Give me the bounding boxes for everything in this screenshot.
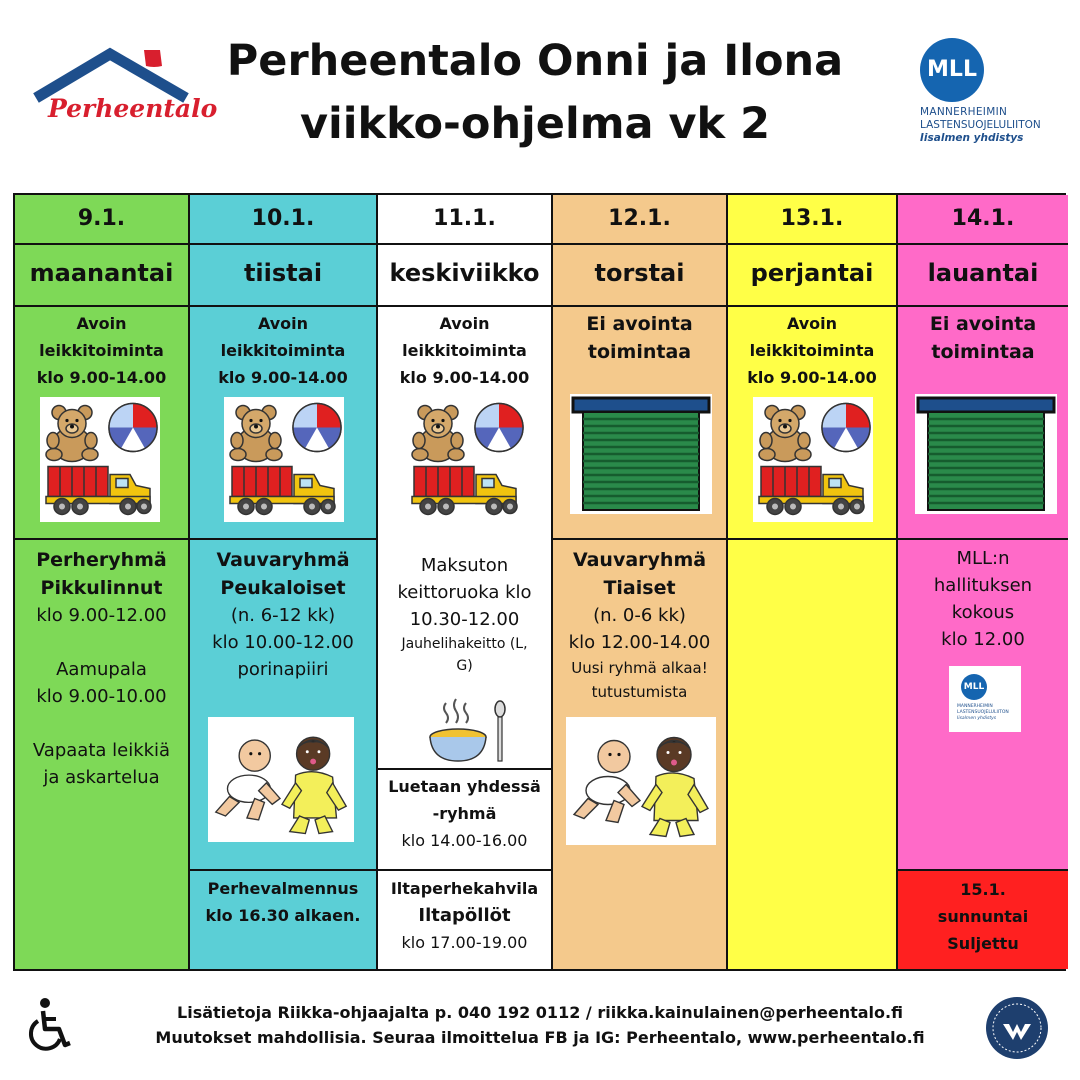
mll-logo-line2: LASTENSUOJELULIITON (920, 119, 1041, 131)
open-play-l2: leikkitoiminta (402, 341, 527, 360)
group-note: porinapiiri (237, 659, 329, 680)
group-time: klo 9.00-12.00 (36, 605, 167, 626)
day-name: torstai (553, 243, 726, 307)
group-note-l1: Uusi ryhmä alkaa! (571, 659, 708, 677)
day-name: perjantai (728, 243, 896, 307)
meeting-time: klo 12.00 (941, 629, 1025, 650)
sunday-closed-section (898, 871, 1068, 969)
page-title-line2: viikko-ohjelma vk 2 (299, 99, 771, 149)
day-date: 13.1. (728, 195, 896, 245)
day-date: 14.1. (898, 195, 1068, 245)
sunday-date: 15.1. (960, 880, 1006, 899)
mll-mini-l3: Iisalmen yhdistys (957, 716, 997, 721)
group-time: klo 10.00-12.00 (212, 632, 354, 653)
evening-l2: Iltapöllöt (418, 905, 511, 926)
closed-l2: toimintaa (587, 341, 692, 363)
babies-image (566, 717, 716, 845)
family-group-section (15, 540, 188, 969)
open-play-section (190, 307, 376, 540)
free-play-l2: ja askartelua (43, 767, 160, 788)
reading-group-section (378, 770, 551, 871)
footer-contact: Lisätietoja Riikka-ohjaajalta p. 040 192 0112 / riikka.kainulainen@perheentalo.fi (177, 1003, 903, 1022)
perheentalo-logo (30, 44, 218, 136)
open-play-l2: leikkitoiminta (749, 341, 875, 360)
group-name-l1: Vauvaryhmä (572, 549, 707, 571)
open-play-l1: Avoin (786, 314, 838, 333)
closed-l1: Ei avointa (586, 313, 693, 335)
toys-image (753, 397, 873, 522)
footer-notice: Muutokset mahdollisia. Seuraa ilmoittelua FB ja IG: Perheentalo, www.perheentalo.fi (155, 1028, 925, 1047)
closed-l2: toimintaa (931, 341, 1035, 363)
day-name: maanantai (15, 243, 188, 307)
mll-logo-line1: MANNERHEIMIN (920, 106, 1008, 118)
group-name-l2: Pikkulinnut (40, 577, 163, 599)
toys-image (224, 397, 344, 522)
mll-mini-l2: LASTENSUOJELULIITON (957, 710, 1009, 715)
soup-time: 10.30-12.00 (409, 609, 520, 630)
day-name: keskiviikko (378, 243, 551, 307)
reading-l1: Luetaan yhdessä (388, 777, 541, 796)
free-play-l1: Vapaata leikkiä (32, 740, 171, 761)
babies-image (208, 717, 354, 842)
day-column-friday (728, 195, 898, 969)
open-play-l1: Avoin (257, 314, 309, 333)
closed-l1: Ei avointa (929, 313, 1037, 335)
reading-l2: -ryhmä (432, 804, 497, 823)
snack-l1: Aamupala (56, 659, 147, 680)
snack-time: klo 9.00-10.00 (36, 686, 167, 707)
meeting-l2: hallituksen (933, 575, 1033, 596)
meeting-l1: MLL:n (956, 548, 1010, 569)
baby-group-section (553, 540, 726, 969)
open-play-l1: Avoin (439, 314, 490, 333)
group-name-l2: Tiaiset (603, 577, 676, 599)
evening-l2: klo 16.30 alkaen. (205, 906, 361, 925)
toys-image (406, 397, 526, 522)
reading-time: klo 14.00-16.00 (401, 831, 528, 850)
perheentalo-logo-text: Perheentalo (48, 94, 218, 123)
shutter-door-icon (915, 394, 1057, 514)
soup-menu-l2: G) (456, 658, 473, 674)
day-date: 12.1. (553, 195, 726, 245)
day-column-saturday (898, 195, 1068, 969)
day-column-wednesday (378, 195, 553, 969)
seal-logo (985, 996, 1049, 1060)
day-date: 10.1. (190, 195, 376, 245)
closed-section (898, 307, 1068, 540)
soup-menu-l1: Jauhelihakeitto (L, (401, 636, 528, 652)
open-play-l1: Avoin (76, 314, 127, 333)
soup-l2: keittoruoka klo (397, 582, 532, 603)
day-column-tuesday (190, 195, 378, 969)
evening-cafe-section (378, 871, 551, 969)
day-name: tiistai (190, 243, 376, 307)
wheelchair-icon (26, 997, 76, 1053)
open-play-l2: leikkitoiminta (39, 341, 164, 360)
group-age: (n. 6-12 kk) (230, 605, 336, 626)
group-age: (n. 0-6 kk) (593, 605, 686, 626)
open-play-time: klo 9.00-14.00 (218, 368, 348, 387)
open-play-section (15, 307, 188, 540)
open-play-section (728, 307, 896, 540)
evening-time: klo 17.00-19.00 (401, 933, 528, 952)
meeting-l3: kokous (951, 602, 1015, 623)
open-play-section (378, 307, 551, 540)
closed-section (553, 307, 726, 540)
group-name-l1: Perheryhmä (36, 549, 167, 571)
mll-logo-badge: MLL (920, 38, 984, 102)
sunday-status: Suljettu (947, 934, 1019, 953)
open-play-l2: leikkitoiminta (220, 341, 346, 360)
shutter-door-icon (570, 394, 712, 514)
mll-mini-badge: MLL (961, 674, 987, 700)
mll-mini-logo (949, 666, 1021, 732)
soup-l1: Maksuton (420, 555, 509, 576)
soup-section (378, 540, 551, 770)
soup-bowl-icon (428, 695, 508, 765)
group-note-l2: tutustumista (591, 683, 688, 701)
day-name: lauantai (898, 243, 1068, 307)
mll-mini-l1: MANNERHEIMIN (957, 704, 993, 709)
evening-l1: Perhevalmennus (207, 879, 359, 898)
day-column-monday (15, 195, 190, 969)
group-time: klo 12.00-14.00 (568, 632, 711, 653)
group-name-l2: Peukaloiset (220, 577, 346, 599)
evening-l1: Iltaperhekahvila (390, 879, 539, 898)
mll-logo-line3: Iisalmen yhdistys (920, 132, 1024, 144)
day-date: 11.1. (378, 195, 551, 245)
mll-logo (918, 38, 1068, 148)
evening-section (190, 871, 376, 969)
open-play-time: klo 9.00-14.00 (36, 368, 167, 387)
day-column-thursday (553, 195, 728, 969)
page-title-line1: Perheentalo Onni ja Ilona (226, 36, 844, 86)
day-date: 9.1. (15, 195, 188, 245)
open-play-time: klo 9.00-14.00 (399, 368, 530, 387)
schedule-table (13, 193, 1066, 971)
toys-image (40, 397, 160, 522)
sunday-name: sunnuntai (937, 907, 1029, 926)
open-play-time: klo 9.00-14.00 (747, 368, 877, 387)
group-name-l1: Vauvaryhmä (216, 549, 350, 571)
baby-group-section (190, 540, 376, 871)
board-meeting-section (898, 540, 1068, 871)
